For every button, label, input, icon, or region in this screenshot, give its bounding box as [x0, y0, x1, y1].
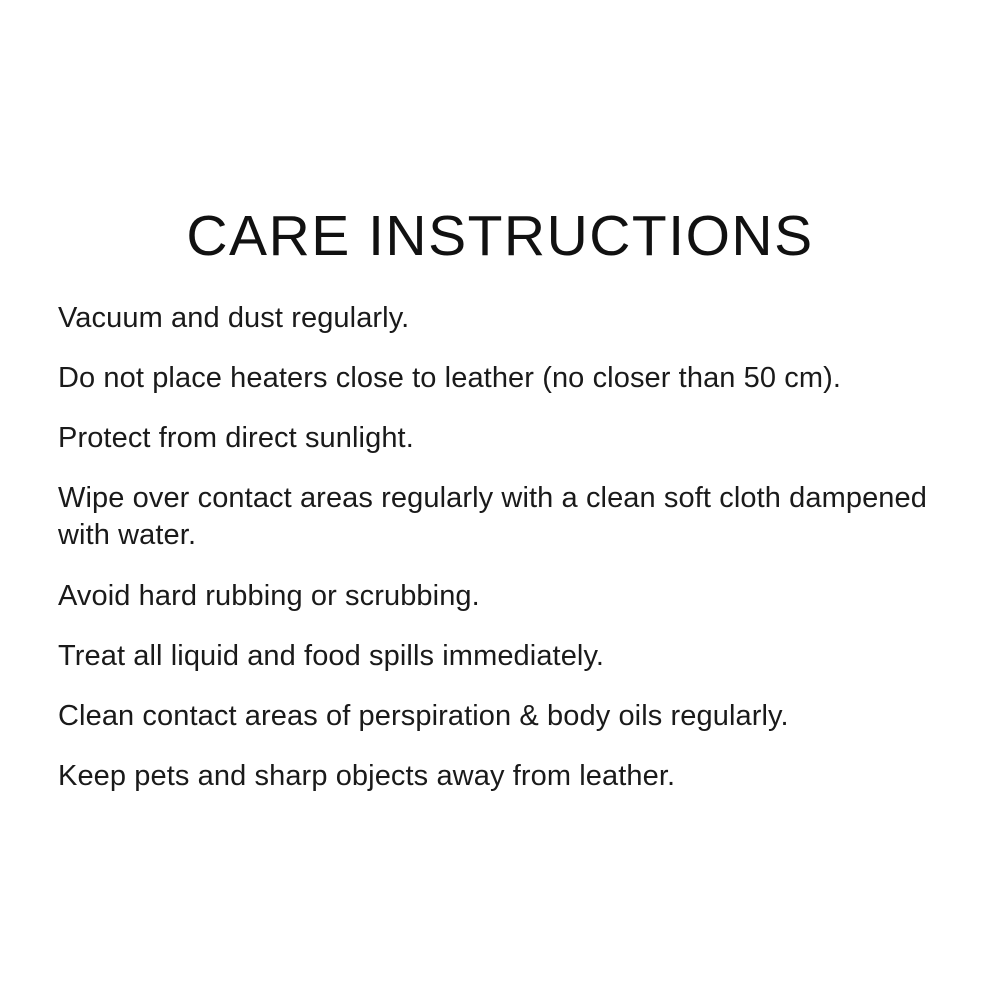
list-item: Do not place heaters close to leather (no closer than 50 cm). [58, 362, 842, 395]
list-item: Protect from direct sunlight. [58, 422, 414, 455]
list-item: Keep pets and sharp objects away from leather. [58, 759, 676, 792]
list-item: Avoid hard rubbing or scrubbing. [58, 579, 480, 612]
list-item: Treat all liquid and food spills immediately. [58, 639, 605, 672]
list-item: Clean contact areas of perspiration & body oils regularly. [58, 699, 789, 732]
list-item: Vacuum and dust regularly. [58, 302, 410, 334]
page-title: CARE INSTRUCTIONS [186, 204, 814, 268]
instructions-list [58, 300, 958, 795]
list-item: Wipe over contact areas regularly with a clean soft cloth dampened with water. [58, 482, 927, 552]
